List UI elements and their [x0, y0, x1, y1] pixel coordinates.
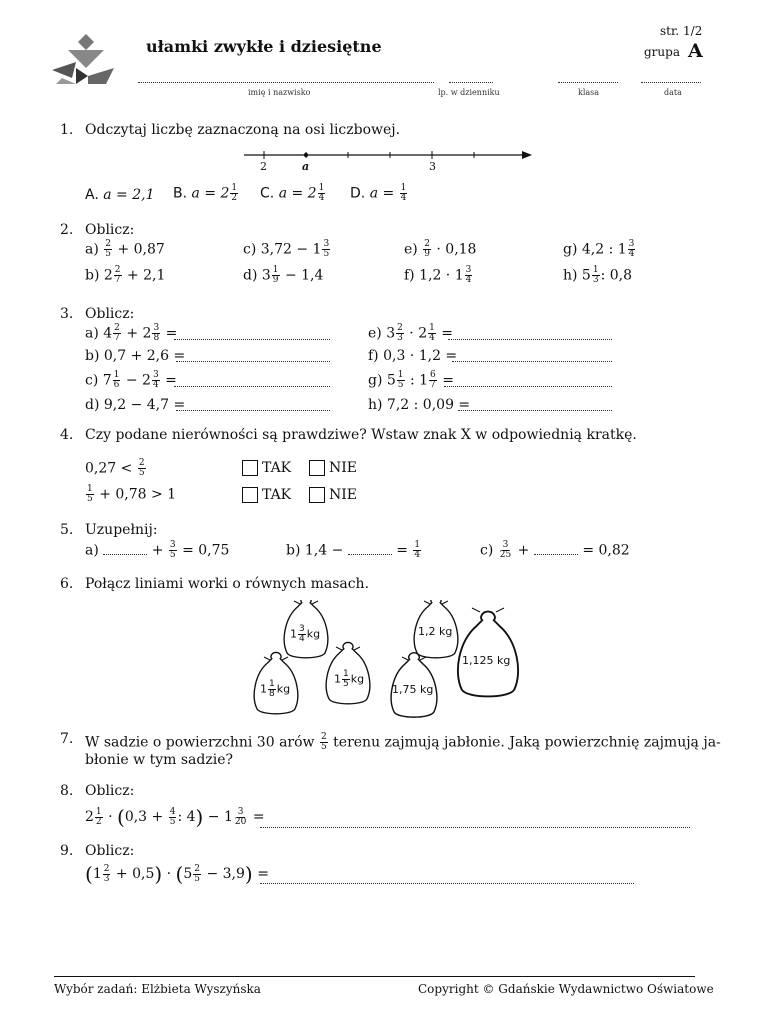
checkbox[interactable] [242, 460, 258, 476]
bag-label-2: 1,2 kg [418, 625, 453, 638]
bag-label-1: 1 $\frac{3}{4}$ kg [290, 624, 321, 644]
q1-option-b[interactable]: B. a = 2 $\frac{1}{2}$ [173, 183, 238, 203]
q9-number: 9. [60, 843, 74, 859]
q6-text: Połącz liniami worki o równych masach. [85, 576, 370, 592]
page-number: str. 1/2 [660, 24, 703, 38]
q2-b: b) 2 $\frac{2}{7}$ + 2,1 [85, 265, 166, 285]
q5-c: c) $\frac{3}{25}$ + = 0,82 [480, 540, 630, 560]
checkbox[interactable] [309, 460, 325, 476]
frac-1-4: $\frac{1}{4}$ [318, 183, 325, 203]
q2-g: g) 4,2 : 1 $\frac{3}{4}$ [563, 239, 635, 259]
q1-text: Odczytaj liczbę zaznaczoną na osi liczbowej. [85, 122, 401, 138]
q5-number: 5. [60, 522, 74, 538]
q3-g: g) 5 $\frac{1}{5}$ : 1 $\frac{6}{7}$ = [368, 370, 454, 390]
q3-d-answer[interactable] [176, 399, 330, 411]
date-label: data [664, 88, 682, 97]
q4-text: Czy podane nierówności są prawdziwe? Wstaw znak X w odpowiednią kratkę. [85, 427, 637, 443]
q7-number: 7. [60, 731, 74, 747]
bag-label-3: 1,125 kg [462, 654, 511, 667]
q3-number: 3. [60, 306, 74, 322]
q5-text: Uzupełnij: [85, 522, 158, 538]
q8-number: 8. [60, 783, 74, 799]
q9-text: Oblicz: [85, 843, 135, 859]
q2-a: a) $\frac{2}{5}$ + 0,87 [85, 239, 165, 259]
worksheet-title: ułamki zwykłe i dziesiętne [146, 37, 382, 56]
q4-number: 4. [60, 427, 74, 443]
axis-label-2: 2 [260, 160, 267, 173]
q3-e-answer[interactable] [448, 328, 612, 340]
q2-f: f) 1,2 · 1 $\frac{3}{4}$ [404, 265, 472, 285]
name-field[interactable] [138, 82, 434, 83]
axis-label-a: a [302, 160, 310, 173]
q2-h: h) 5 $\frac{1}{3}$ : 0,8 [563, 265, 633, 285]
q3-text: Oblicz: [85, 306, 135, 322]
q4-row2: $\frac{1}{5}$ + 0,78 > 1 [87, 484, 177, 504]
register-label: lp. w dzienniku [438, 88, 500, 97]
q3-c: c) 7 $\frac{1}{6}$ − 2 $\frac{3}{4}$ = [85, 370, 177, 390]
q3-g-answer[interactable] [444, 375, 612, 387]
bag-label-6: 1,75 kg [392, 683, 434, 696]
checkbox[interactable] [242, 487, 258, 503]
q3-b-answer[interactable] [176, 350, 330, 362]
q1-option-a[interactable]: A. a = 2,1 [85, 187, 155, 203]
q3-f-answer[interactable] [452, 350, 612, 362]
q3-f: f) 0,3 · 1,2 = [368, 348, 458, 364]
date-field[interactable] [641, 82, 701, 83]
q4-row1-no[interactable]: NIE [309, 460, 357, 476]
register-number-field[interactable] [449, 82, 493, 83]
bag-label-4: 1 $\frac{1}{8}$ kg [260, 679, 291, 699]
frac-1-4: $\frac{1}{4}$ [400, 183, 407, 203]
group-label: grupa [644, 45, 680, 59]
q2-e: e) $\frac{2}{9}$ · 0,18 [404, 239, 477, 259]
q8-answer[interactable] [260, 816, 690, 828]
q6-number: 6. [60, 576, 74, 592]
q7-line1: W sadzie o powierzchni 30 arów $\frac{2}{5}$ terenu zajmują jabłonie. Jaką powierzchnię zajmują ja- [85, 732, 721, 752]
checkbox[interactable] [309, 487, 325, 503]
q5-c-blank[interactable] [534, 543, 578, 555]
q8-text: Oblicz: [85, 783, 135, 799]
q1-number: 1. [60, 122, 74, 138]
q2-d: d) 3 $\frac{1}{9}$ − 1,4 [243, 265, 324, 285]
q4-row1-yes[interactable]: TAK [242, 460, 291, 476]
q3-d: d) 9,2 − 4,7 = [85, 397, 186, 413]
q5-b: b) 1,4 − = $\frac{1}{4}$ [286, 540, 421, 560]
q5-a: a) + $\frac{3}{5}$ = 0,75 [85, 540, 230, 560]
q3-c-answer[interactable] [174, 375, 330, 387]
q3-h: h) 7,2 : 0,09 = [368, 397, 471, 413]
frac-1-2: $\frac{1}{2}$ [231, 183, 238, 203]
footer-copyright: Copyright © Gdańskie Wydawnictwo Oświatowe [418, 982, 714, 996]
name-label: imię i nazwisko [248, 88, 311, 97]
q9-answer[interactable] [260, 872, 634, 884]
q3-a: a) 4 $\frac{2}{7}$ + 2 $\frac{3}{8}$ = [85, 323, 178, 343]
q7-line2: błonie w tym sadzie? [85, 752, 233, 768]
q4-row2-no[interactable]: NIE [309, 487, 357, 503]
q9-expression: (1 $\frac{2}{3}$ + 0,5) · (5 $\frac{2}{5}$ − 3,9) = [85, 862, 269, 886]
q1-option-c[interactable]: C. a = 2 $\frac{1}{4}$ [260, 183, 325, 203]
q5-a-blank[interactable] [103, 543, 147, 555]
q1-option-d[interactable]: D. a = $\frac{1}{4}$ [350, 183, 407, 203]
group-value: A [688, 40, 703, 62]
footer-author: Wybór zadań: Elżbieta Wyszyńska [54, 982, 261, 996]
q2-number: 2. [60, 222, 74, 238]
publisher-logo [48, 30, 120, 88]
q2-text: Oblicz: [85, 222, 135, 238]
footer-divider [54, 976, 695, 977]
q4-row2-yes[interactable]: TAK [242, 487, 291, 503]
number-line [240, 146, 540, 178]
class-field[interactable] [558, 82, 618, 83]
bag-label-5: 1 $\frac{1}{5}$ kg [334, 669, 365, 689]
q8-expression: 2 $\frac{1}{2}$ · (0,3 + $\frac{4}{5}$ : 4) − 1 $\frac{3}{20}$ = [85, 805, 265, 829]
q3-h-answer[interactable] [458, 399, 612, 411]
q4-row1: 0,27 < $\frac{2}{5}$ [85, 458, 145, 478]
q2-c: c) 3,72 − 1 $\frac{3}{5}$ [243, 239, 330, 259]
q5-b-blank[interactable] [348, 543, 392, 555]
q3-e: e) 3 $\frac{2}{3}$ · 2 $\frac{1}{4}$ = [368, 323, 454, 343]
q3-b: b) 0,7 + 2,6 = [85, 348, 186, 364]
q3-a-answer[interactable] [174, 328, 330, 340]
axis-label-3: 3 [429, 160, 436, 173]
class-label: klasa [578, 88, 600, 97]
